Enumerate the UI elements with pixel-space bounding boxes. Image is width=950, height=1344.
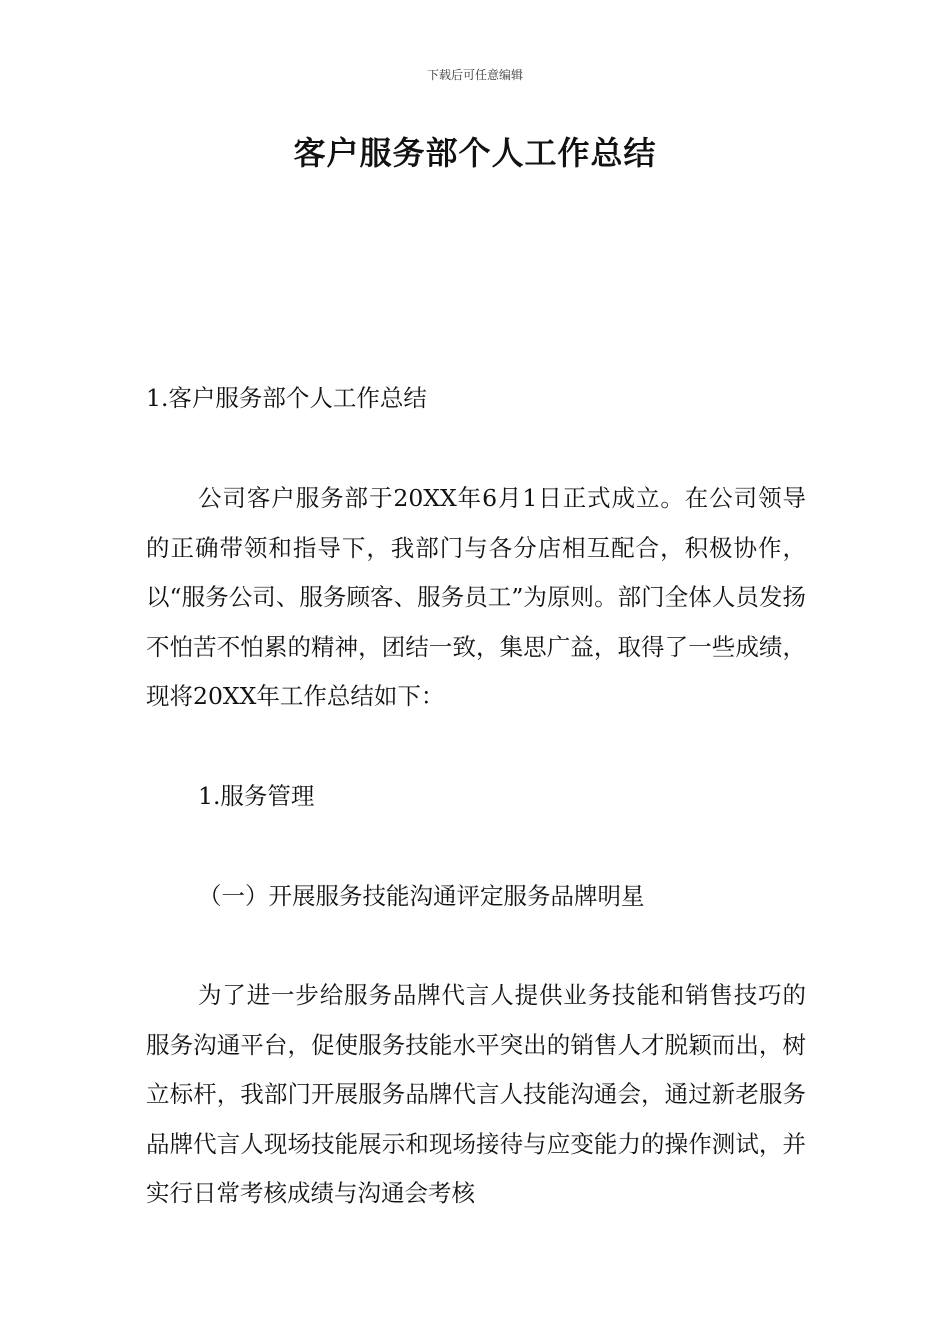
section-heading-1: 1.客户服务部个人工作总结 xyxy=(146,384,427,412)
body-paragraph-2: 为了进一步给服务品牌代言人提供业务技能和销售技巧的服务沟通平台，促使服务技能水平突出的销售人才脱颖而出，树立标杆，我部门开展服务品牌代言人技能沟通会，通过新老服务品牌代言人现场技能展示和现场接待与应变能力的操作测试，并实行日常考核成绩与沟通会考核 xyxy=(146,981,806,1207)
header-note: 下载后可任意编辑 xyxy=(426,68,523,82)
subsection-heading-1: （一）开展服务技能沟通评定服务品牌明星 xyxy=(198,882,645,910)
intro-paragraph: 公司客户服务部于20XX年6月1日正式成立。在公司领导的正确带领和指导下，我部门与各分店相互配合，积极协作，以“服务公司、服务顾客、服务员工”为原则。部门全体人员发扬不怕苦不怕累的精神，团结一致，集思广益，取得了一些成绩，现将20XX年工作总结如下： xyxy=(146,484,806,710)
section-heading-service-management: 1.服务管理 xyxy=(198,782,315,810)
document-title: 客户服务部个人工作总结 xyxy=(293,134,657,172)
